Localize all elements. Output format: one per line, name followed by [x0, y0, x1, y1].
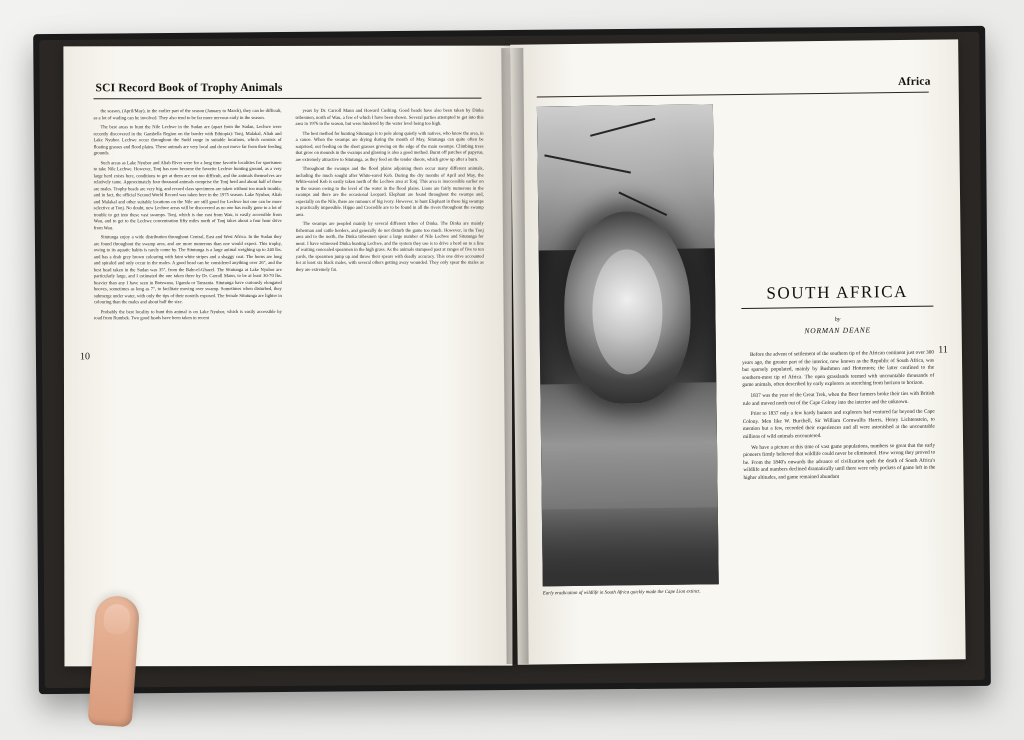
open-book — [36, 30, 988, 690]
paragraph: Situtunga enjoy a wide distribution throughout Central, East and West Africa. In the Sudan they are found throughout the swamp area, and are more numerous than one would expect. This trophy, owing to its aquatic habits is rarely come by. The Situtunga is a large animal weighing up to 240 lbs. and has a drab grey brown colouring with faint white stripes and a shaggy coat. The horns are long and spiraled and only occur in the males. A good head can be considered anything over 26", and the best head taken in the Sudan was 35", from the Bahr-el-Ghazel. The Situtunga at Lake Nyubor are particularly large, and I estimated the one taken there by Dr. Carroll Mann, to be at least 30-70 lbs. heavier than any I have seen in Botswana, Uganda or Tanzania. Situtunga have curiously elongated hooves, sometimes as long as 7", to facilitate moving over swamp. Sometimes when disturbed, they submerge under water, with only the tips of their nostrils exposed. The female Situtunga are lighter in colouring than the males and about half the size. — [93, 234, 282, 305]
paragraph: The swamps are peopled mainly by several different tribes of Dinka. The Dinka are mainly fisherman and cattle herders, and generally do not disturb the game too much. However, in the Tonj area and to the north, the Dinka tribesmen spear a large number of Nile Lechwe and Situtunga for meat. I have witnessed Dinka hunting Lechwe, and the system they use is to drive a herd on to a line of waiting concealed spearmen in the high grass. As the animals stampeed past at ranges of five to ten yards, the spearmen jump up and throw their spears with deadly accuracy. This one drive accounted for at least six black males, with several others getting away wounded. They only spear the males as they are extremely fat. — [295, 220, 484, 272]
paragraph: Before the advent of settlement of the southern tip of the African continent just over 300 years ago, the greater part of the interior, now known as the Republic of South Africa, was but sparsely populated, mainly by Bushmen and Hottentots; the latter confined to the southern-most tip of Africa. The open grasslands teemed with uncountable thousands of game animals, often described by early explorers as stretching from horizon to horizon. — [742, 349, 935, 389]
photo-ground — [542, 507, 719, 586]
paragraph: Probably the best locality to hunt this animal is on Lake Nyubor, which is easily accessible by road from Rumbek. Two good heads have been taken in recent — [93, 308, 282, 321]
page-number-right: 11 — [938, 344, 948, 356]
header-rule-left — [93, 98, 481, 100]
paragraph: Prior to 1837 only a few hardy hunters and explorers had ventured far beyond the Cape Colony. Men like W. Burchell, Sir William Cornwallis Harris, Henry Lichtenstein, to mention but a few, recorded their experiences and all were astonished at the uncountable millions of wild animals encountered. — [742, 408, 935, 440]
chapter-title: SOUTH AFRICA — [766, 281, 909, 303]
right-column-1 — [742, 350, 936, 483]
fingernail — [103, 603, 131, 635]
page-number-left: 10 — [79, 351, 90, 363]
header-rule-right — [537, 92, 929, 98]
running-head-left: SCI Record Book of Trophy Animals — [95, 81, 283, 95]
left-column-1 — [94, 108, 282, 325]
byline-author-name: NORMAN DEANE — [804, 325, 871, 336]
book-pages — [55, 40, 969, 684]
chapter-text-block — [739, 102, 936, 486]
left-page-columns — [94, 108, 484, 326]
byline-by-label: by — [834, 316, 841, 323]
paragraph: Throughout the swamps and the flood plains adjoining them occur many different animals, including the much sought after White-eared Kob. During the dry months of April and May, the White-eared Kob is easily taken north of the Lechwe area at Tonj. This area is inaccessible earlier on in the season owing to the level of the water in the flood plains. Lions are fairly numerous in the swamps and there are the occasional Leopard. Elephant are found throughout the swamps and, especially on the Nile, there are rumours of big ivory. However, to hunt Elephant in these big swamps is practically impossible. Hippo and Crocodile are to be found in all the rivers throughout the swamp area. — [295, 165, 484, 217]
paragraph: The best method for hunting Situtunga is to pole along quietly with natives, who know the area, in a canoe. When the swamps are drying during the month of May, Situtunga can quite often be surprised, out feeding on the short grasses growing on the edge of the main swamps. Climbing trees that grow on mounds in the swamps and glassing is also a good method. Burnt off patches of papyrus, are extremely attractive to Situtunga, as they feed on the tender shoots, which grow up after a burn. — [295, 130, 484, 162]
left-page — [63, 46, 512, 667]
chapter-title-rule — [741, 306, 933, 309]
paragraph: years by Dr. Carroll Mann and Howard Cushing. Good heads have also been taken by Dinka tribesmen, north of Wau, a few of which I have been shown. Several parties attempted to get into this area in 1976 in the season, but were hindered by the water level being too high. — [295, 107, 484, 126]
running-head-right: Africa — [898, 75, 931, 89]
paragraph: the season, (April/May), in the earlier part of the season (January to March), they can be difficult, as a lot of wading can be involved. They also tend to be far more nervous early in the season. — [93, 107, 282, 120]
figure-caption: Early eradication of wildlife in South Africa quickly made the Cape Lion extinct. — [542, 589, 701, 597]
paragraph: The best areas to hunt the Nile Lechwe in the Sudan are (apart from the Sudan, Lechwe were recently discovered in the Gambella Region on the border with Ethiopia): Tonj, Malakal, Aliab and Lake Nyubor. Lechwe occur throughout the Sudd range in suitable locations, which consists of floating grasses and flood plains. These animals are very local and do not move far from their feeding grounds. — [93, 123, 282, 156]
figure-block — [537, 104, 719, 598]
lion-photo-image — [537, 104, 719, 586]
left-column-2 — [296, 108, 484, 325]
hand-finger — [88, 595, 141, 728]
paragraph: We have a picture at this time of vast game populations, numbers so great that the early pioneers firmly believed that wildlife could never be eliminated. How wrong they proved to be. From the 1840's onwards the advance of civilization spelt the death of South Africa's wildlife and numbers declined dramatically until there were only pockets of game left in the higher altitudes, and game remained abundant — [743, 442, 936, 481]
paragraph: Such areas as Lake Nyubor and Aliab River were for a long time favorite localities for sportsmen to take Nile Lechwe. However, Tonj has now become the favorite Lechwe hunting ground, as a very large herd exists here, conditions to get at them are not too difficult, and the animals themselves are relatively tame. Approximately four thousand animals comprise the Tonj herd and about half of these are males. Trophy heads are very big, and record class specimens are taken without too much trouble, and in fact, the official Second World Record was taken here in the 1975 season. Lake Nyubor, Aliab and Malakal and other suitable locations on the Nile are still good for Lechwe but one can be more selective at Tonj. No doubt, new Lechwe areas will be discovered as no one has really gone to a lot of trouble to get into these vast swamps. Tonj, which is due east from Wau, is easily accessible from Wau, and to get to the Lechwe concentration fifty miles north of Tonj takes about a four hour drive from Wau. — [93, 159, 282, 231]
right-page — [510, 39, 966, 664]
paragraph: 1837 was the year of the Great Trek, when the Boer farmers broke their ties with British rule and moved north out of the Cape Colony into the interior and the unknown. — [742, 390, 935, 407]
